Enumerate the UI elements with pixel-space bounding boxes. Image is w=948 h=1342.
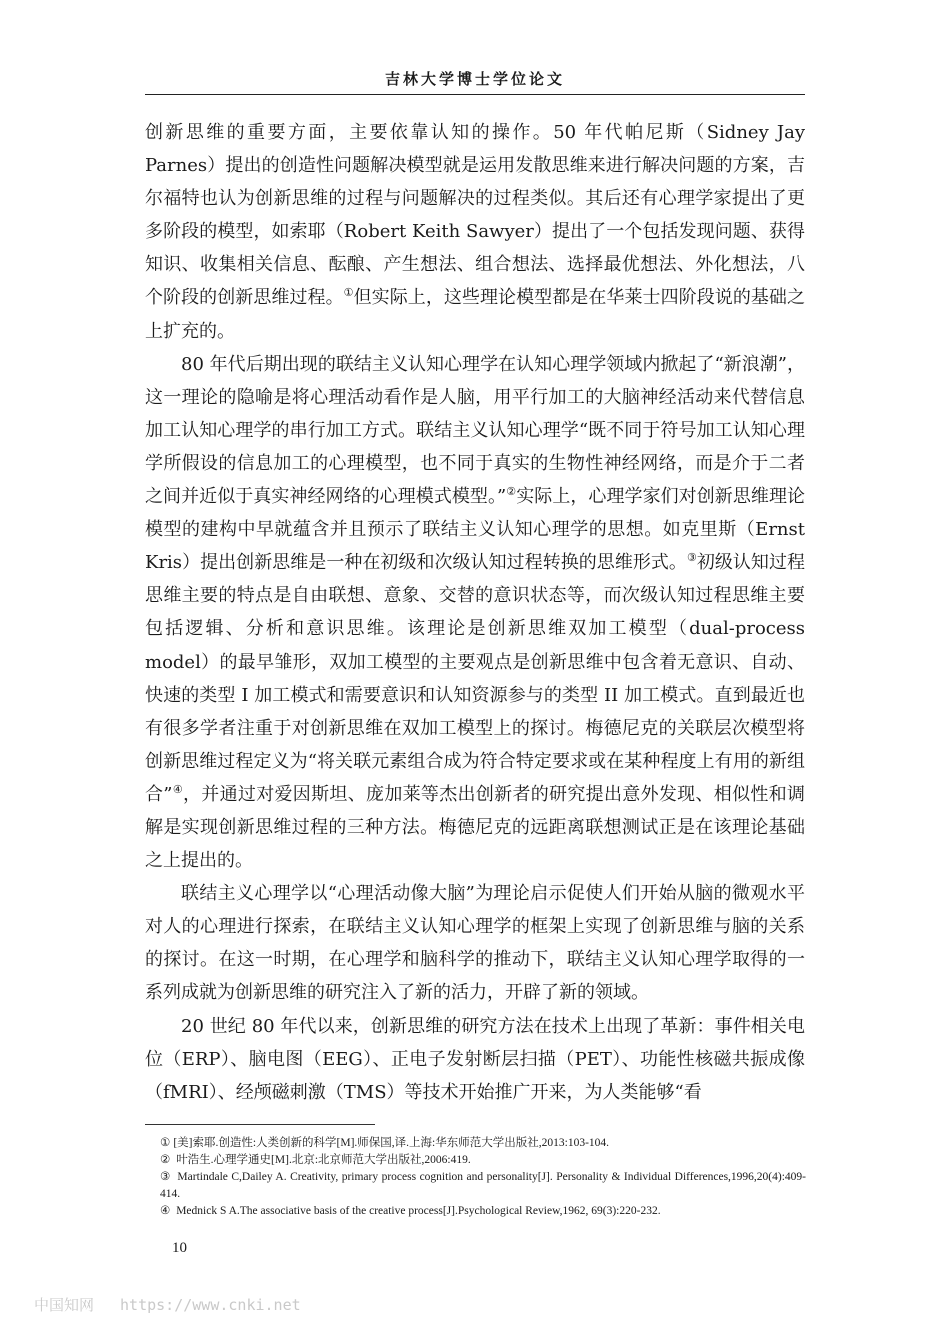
footnote-text: 叶浩生.心理学通史[M].北京:北京师范大学出版社,2006:419. [173,1154,471,1166]
watermark-url: https://www.cnki.net [120,1296,301,1314]
cnki-watermark [34,1294,327,1315]
paragraph-text: 实际上，心理学家们对创新思维理论模型的建构中早就蕴含并且预示了联结主义认知心理学的思想。如克里斯（Ernst Kris）提出创新思维是一种在初级和次级认知过程转换的思维形式。 [145,486,805,574]
footnote-divider [145,1124,375,1125]
paragraph-text: 初级认知过程思维主要的特点是自由联想、意象、交替的意识状态等，而次级认知过程思维主要包括逻辑、分析和意识思维。该理论是创新思维双加工模型（dual-process model）的最早雏形，双加工模型的主要观点是创新思维中包含着无意识、自动、快速的类型 I 加工模式和需要意识和认知资源参与的类型 II 加工模式。直到最近也有很多学者注重于对创新思维在双加工模型上的探讨。梅德尼克的关联层次模型将创新思维过程定义为“将关联元素组合成为符合特定要求或在某种程度上有用的新组合” [145,552,805,805]
footnote-text: [美]索耶.创造性:人类创新的科学[M].师保国,译.上海:华东师范大学出版社,2013:103-104. [173,1137,610,1149]
footnote-3 [160,1169,806,1203]
footnote-mark: ② [160,1154,171,1166]
body-paragraph [145,1010,805,1109]
body-paragraph [145,348,805,878]
footnote-reference[interactable]: ② [506,485,517,499]
footnote-mark: ③ [160,1171,171,1183]
paragraph-text: 创新思维的重要方面，主要依靠认知的操作。50 年代帕尼斯（Sidney Jay Parnes）提出的创造性问题解决模型就是运用发散思维来进行解决问题的方案，吉尔福特也认为创新思维的过程与问题解决的过程类似。其后还有心理学家提出了更多阶段的模型，如索耶（Robert Keith Sawyer）提出了一个包括发现问题、获得知识、收集相关信息、酝酿、产生想法、组合想法、选择最优想法、外化想法，八个阶段的创新思维过程。 [145,122,805,309]
footnotes [160,1135,806,1220]
footnote-reference[interactable]: ① [343,286,354,300]
paragraph-text: 联结主义心理学以“心理活动像大脑”为理论启示促使人们开始从脑的微观水平对人的心理进行探索，在联结主义认知心理学的框架上实现了创新思维与脑的关系的探讨。在这一时期，在心理学和脑科学的推动下，联结主义认知心理学取得的一系列成就为创新思维的研究注入了新的活力，开辟了新的领域。 [145,883,805,1004]
body-text [145,116,805,1109]
footnote-text: Martindale C,Dailey A. Creativity, primary process cognition and personality[J]. Personality & Individual Differences,1996,20(4):409-414. [160,1171,806,1200]
body-paragraph [145,116,805,348]
paragraph-text: 20 世纪 80 年代以来，创新思维的研究方法在技术上出现了革新：事件相关电位（ERP）、脑电图（EEG）、正电子发射断层扫描（PET）、功能性核磁共振成像（fMRI）、经颅磁刺激（TMS）等技术开始推广开来，为人类能够“看 [145,1015,805,1103]
paragraph-text: ，并通过对爱因斯坦、庞加莱等杰出创新者的研究提出意外发现、相似性和调解是实现创新思维过程的三种方法。梅德尼克的远距离联想测试正是在该理论基础之上提出的。 [145,783,805,872]
footnote-reference[interactable]: ④ [172,782,183,796]
footnote-2 [160,1152,806,1169]
page-number: 10 [172,1240,187,1256]
footnote-mark: ① [160,1137,171,1149]
page-header [145,60,805,95]
paragraph-text: 80 年代后期出现的联结主义认知心理学在认知心理学领域内掀起了“新浪潮”，这一理论的隐喻是将心理活动看作是人脑，用平行加工的大脑神经活动来代替信息加工认知心理学的串行加工方式。联结主义认知心理学“既不同于符号加工认知心理学所假设的信息加工的心理模型，也不同于真实的生物性神经网络，而是介于二者之间并近似于真实神经网络的心理模式模型。” [145,353,805,508]
paragraph-text: 但实际上，这些理论模型都是在华莱士四阶段说的基础之上扩充的。 [145,287,805,342]
footnote-1 [160,1135,806,1152]
watermark-site: 中国知网 [34,1296,95,1314]
footnote-mark: ④ [160,1205,171,1217]
footnote-4 [160,1203,806,1220]
body-paragraph [145,877,805,1009]
footnote-reference[interactable]: ③ [686,551,697,565]
footnote-text: Mednick S A.The associative basis of the creative process[J].Psychological Review,1962, 69(3):220-232. [173,1205,661,1217]
header-title: 吉林大学博士学位论文 [384,70,565,88]
